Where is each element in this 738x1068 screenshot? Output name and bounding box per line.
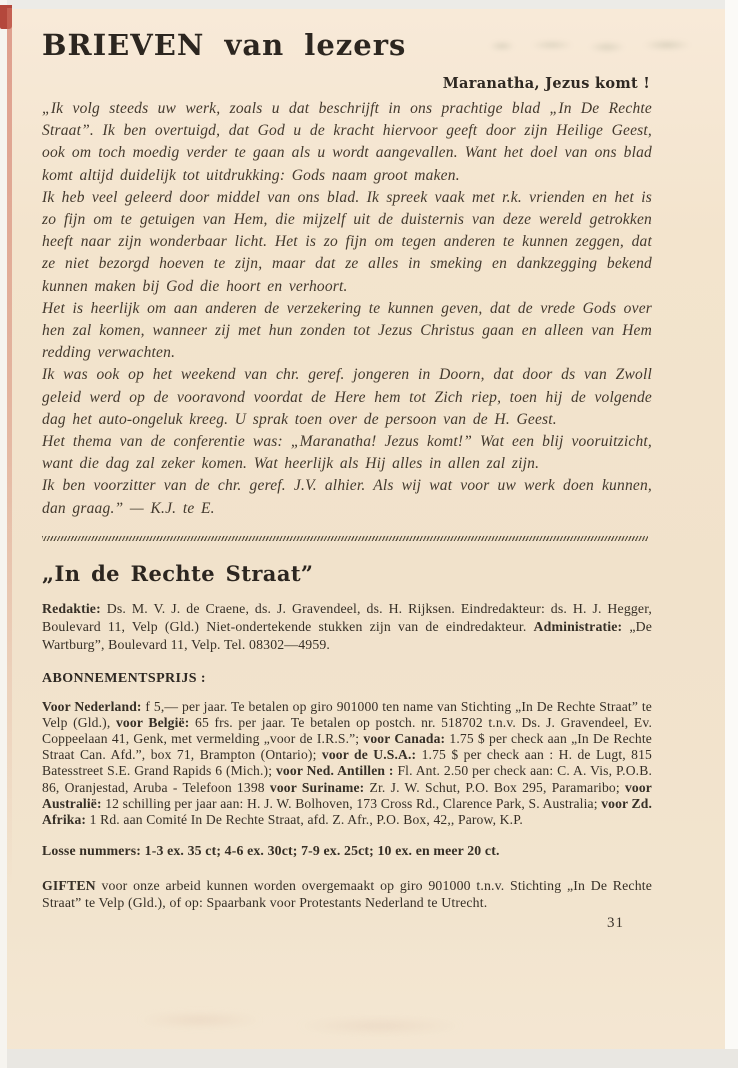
letter-paragraph: Ik heb veel geleerd door middel van ons blad. Ik spreek vaak met r.k. vrienden en het is zo fijn om te getuigen van Hem, die mijzelf uit de duisternis van deze wereld getrokken heeft naar zijn wonderbaar licht. Het is zo fijn om tegen anderen te kunnen zeggen, dat ze niet bezorgd hoeven te zijn, maar dat ze alles in smeking en dankzegging bekend kunnen maken bij God die hoort en verhoort.: [42, 188, 652, 295]
ink-show-through-bottom: [80, 1002, 550, 1042]
letter-paragraph-signature: Ik ben voorzitter van de chr. geref. J.V. alhier. Als wij wat voor uw werk doen kunnen, dan graag.” — K.J. te E.: [42, 477, 652, 517]
wavy-divider: [42, 536, 648, 541]
scan-edge-top: [0, 0, 738, 9]
abonnementsprijs-heading: ABONNEMENTSPRIJS :: [42, 671, 206, 687]
reader-letter: [42, 98, 652, 520]
giften-note: GIFTEN voor onze arbeid kunnen worden overgemaakt op giro 901000 t.n.v. Stichting „In De Rechte Straat” te Velp (Gld.), of op: Spaarbank voor Protestants Nederland te Utrecht.: [42, 877, 652, 910]
letter-paragraph: „Ik volg steeds uw werk, zoals u dat beschrijft in ons prachtige blad „In De Rechte Straat”. Ik ben overtuigd, dat God u de kracht hiervoor geeft door zijn Heilige Geest, ook om toch moedig verder te gaan als u wordt aangevallen. Want het doel van ons blad komt altijd duidelijk tot uitdrukking: Gods naam groot maken.: [42, 100, 652, 184]
scan-edge-bottom: [0, 1049, 738, 1068]
letter-paragraph: Het thema van de conferentie was: „Maranatha! Jezus komt!” Wat een blij vooruitzicht, want die dag zal zeker komen. Wat heerlijk als Hij alles in allen zal zijn.: [42, 433, 652, 473]
letter-paragraph: Ik was ook op het weekend van chr. geref. jongeren in Doorn, dat door ds van Zwoll geleid werd op de vooravond voordat de Here hem tot Zich riep, toen hij de volgende dag het auto-ongeluk kreeg. U sprak toen over de persoon van de H. Geest.: [42, 366, 652, 428]
losse-nummers-line: Losse nummers: 1-3 ex. 35 ct; 4-6 ex. 30ct; 7-9 ex. 25ct; 10 ex. en meer 20 ct.: [42, 843, 500, 859]
letter-motto: Maranatha, Jezus komt !: [442, 75, 650, 92]
left-gutter-shadow: [7, 8, 12, 888]
scan-edge-left: [0, 0, 7, 1068]
colophon-title: „In de Rechte Straat”: [42, 560, 314, 586]
page-content: [42, 28, 652, 932]
scan-edge-right: [725, 0, 738, 1068]
letter-paragraph: Het is heerlijk om aan anderen de verzekering te kunnen geven, dat de vrede Gods over hen zal komen, wanneer zij met hun zonden tot Jezus Christus gaan en alleen van Hem redding verwachten.: [42, 299, 652, 362]
colophon-redaktie: Redaktie: Ds. M. V. J. de Craene, ds. J. Gravendeel, ds. H. Rijksen. Eindredakteur: ds. H. J. Hegger, Boulevard 11, Velp (Gld.) Niet-ondertekende stukken zijn van de eindredakteur. Administratie: „De Wartburg”, Boulevard 11, Velp. Tel. 08302—4959.: [42, 600, 652, 653]
abonnement-details: Voor Nederland: f 5,— per jaar. Te betalen op giro 901000 ten name van Stichting „In De Rechte Straat” te Velp (Gld.), voor België: 65 frs. per jaar. Te betalen op postch. nr. 518702 t.n.v. Ds. J. Gravendeel, Ev. Coppeelaan 41, Genk, met vermelding „voor de I.R.S.”; voor Canada: 1.75 $ per check aan „In De Rechte Straat Can. Afd.”, box 71, Brampton (Ontario); voor de U.S.A.: 1.75 $ per check aan : H. de Lugt, 815 Batesstreet S.E. Grand Rapids 6 (Mich.); voor Ned. Antillen : Fl. Ant. 2.50 per check aan: C. A. Vis, P.O.B. 86, Oranjestad, Aruba - Telefoon 1398 voor Suriname: Zr. J. W. Schut, P.O. Box 295, Paramaribo; voor Australië: 12 schilling per jaar aan: H. J. W. Bolhoven, 173 Cross Rd., Clarence Park, S. Australia; voor Zd. Afrika: 1 Rd. aan Comité In De Rechte Straat, afd. Z. Afr., P.O. Box, 42,, Parow, K.P.: [42, 698, 653, 828]
page-title: BRIEVEN van lezers: [42, 28, 407, 62]
page-number: 31: [607, 914, 624, 931]
